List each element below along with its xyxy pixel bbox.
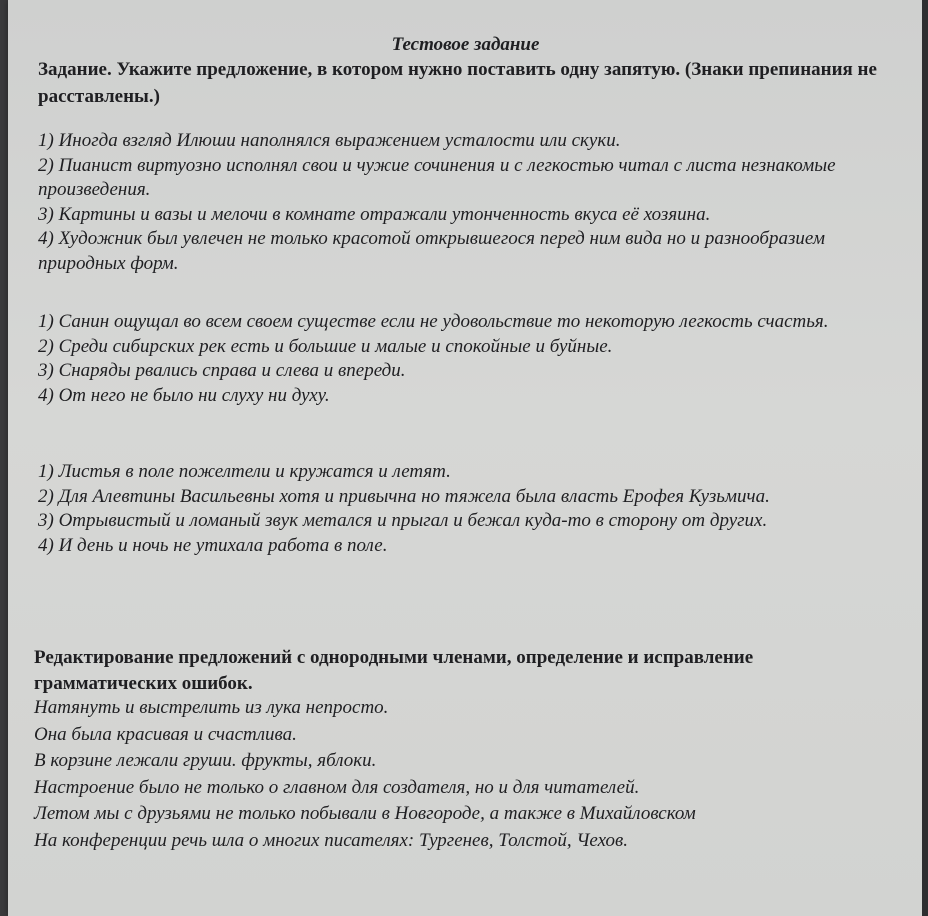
- list-item: 3) Отрывистый и ломаный звук метался и прыгал и бежал куда-то в сторону от других.: [38, 510, 768, 531]
- list-item: 3) Картины и вазы и мелочи в комнате отражали утонченность вкуса её хозяина.: [38, 203, 711, 225]
- list-item: 4) От него не было ни слуху ни духу.: [38, 384, 330, 406]
- list-item: 4) И день и ночь не утихала работа в поле.: [38, 534, 388, 556]
- editing-sentences: [34, 695, 894, 854]
- list-item: 1) Листья в поле пожелтели и кружатся и летят.: [38, 461, 451, 482]
- list-item: 1) Санин ощущал во всем своем существе если не удовольствие то некоторую легкость счастья.: [38, 311, 829, 332]
- list-item: 2) Среди сибирских рек есть и большие и малые и спокойные и буйные.: [38, 335, 613, 357]
- list-item: 1) Иногда взгляд Илюши наполнялся выражением усталости или скуки.: [38, 130, 621, 151]
- list-item: На конференции речь шла о многих писателях: Тургенев, Толстой, Чехов.: [34, 829, 629, 851]
- list-item: 4) Художник был увлечен не только красотой открывшегося перед ним вида но и разнообразием природных форм.: [38, 228, 825, 274]
- list-item: Натянуть и выстрелить из лука непросто.: [34, 697, 389, 718]
- list-item: Настроение было не только о главном для создателя, но и для читателей.: [34, 776, 640, 798]
- list-item: Летом мы с друзьями не только побывали в Новгороде, а также в Михайловском: [34, 803, 696, 824]
- list-item: В корзине лежали груши. фрукты, яблоки.: [34, 750, 377, 771]
- question-group-1: [38, 129, 898, 276]
- list-item: 3) Снаряды рвались справа и слева и впереди.: [38, 360, 406, 381]
- question-group-3: [38, 460, 898, 558]
- list-item: Она была красивая и счастлива.: [34, 723, 297, 745]
- background-edge: [922, 0, 928, 916]
- list-item: 2) Пианист виртуозно исполнял свои и чужие сочинения и с легкостью читал с листа незнакомые произведения.: [38, 154, 836, 200]
- editing-section-heading: Редактирование предложений с однородными членами, определение и исправление грамматических ошибок.: [34, 647, 754, 694]
- document-title: Тестовое задание: [391, 34, 540, 55]
- question-group-2: [38, 310, 898, 408]
- list-item: 2) Для Алевтины Васильевны хотя и привычна но тяжела была власть Ерофея Кузьмича.: [38, 485, 770, 507]
- paper-sheet: [8, 0, 923, 916]
- task-instruction: Задание. Укажите предложение, в котором нужно поставить одну запятую. (Знаки препинания не расставлены.): [38, 59, 877, 107]
